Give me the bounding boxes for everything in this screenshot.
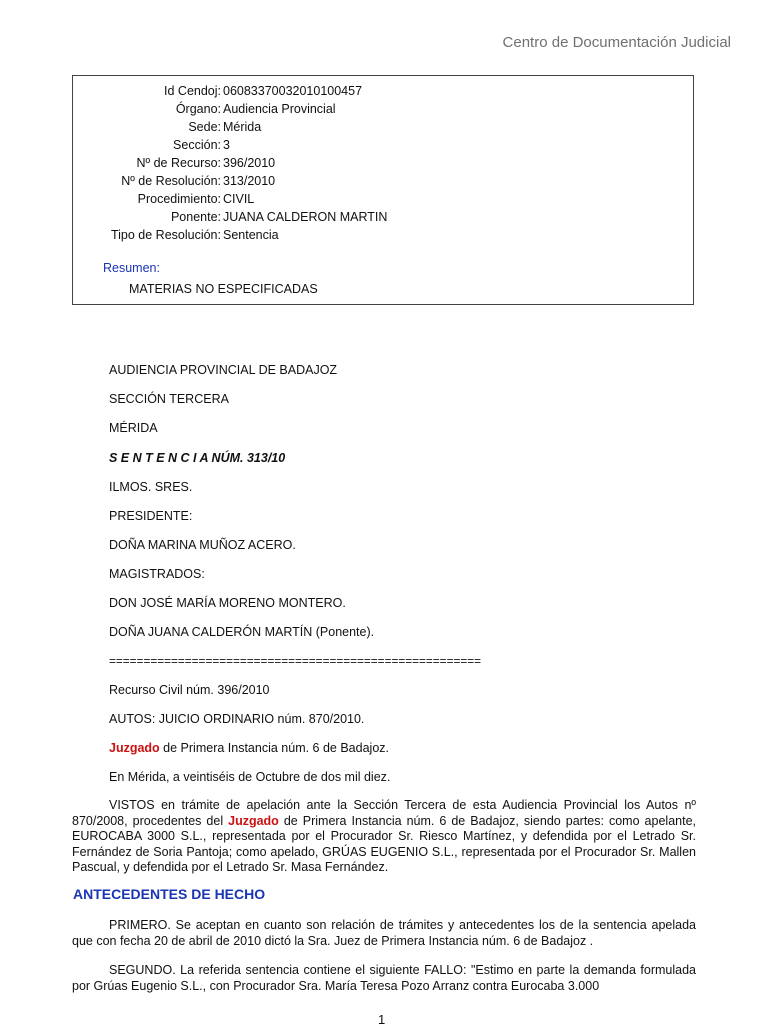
- meta-label: Sección:: [173, 138, 221, 152]
- meta-value: Sentencia: [223, 228, 279, 242]
- section-heading: ANTECEDENTES DE HECHO: [73, 886, 266, 902]
- juzgado-line: [109, 741, 389, 755]
- meta-label: Nº de Recurso:: [136, 156, 221, 170]
- meta-value: 06083370032010100457: [223, 84, 363, 98]
- segundo-paragraph: [72, 963, 696, 994]
- resumen-value: MATERIAS NO ESPECIFICADAS: [129, 282, 318, 296]
- search-highlight: Juzgado: [228, 813, 279, 828]
- sentencia-title: S E N T E N C I A NÚM. 313/10: [109, 451, 286, 465]
- page-number: 1: [378, 1012, 386, 1027]
- meta-value: JUANA CALDERON MARTIN: [223, 210, 388, 224]
- fecha-line: En Mérida, a veintiséis de Octubre de dos mil diez.: [109, 770, 391, 784]
- segundo-text: SEGUNDO. La referida sentencia contiene el siguiente FALLO: "Estimo en parte la demanda formulada por Grúas Eugenio S.L., con Procurador Sra. María Teresa Pozo Arranz contra Eurocaba 3.000: [72, 963, 696, 993]
- meta-label: Id Cendoj:: [164, 84, 221, 98]
- vistos-paragraph: [72, 798, 696, 876]
- meta-label: Sede:: [188, 120, 221, 134]
- meta-value: 3: [223, 138, 230, 152]
- recurso-line: Recurso Civil núm. 396/2010: [109, 683, 270, 697]
- meta-label: Ponente:: [170, 210, 221, 224]
- court-name: AUDIENCIA PROVINCIAL DE BADAJOZ: [109, 363, 338, 377]
- presidente-name: DOÑA MARINA MUÑOZ ACERO.: [109, 538, 296, 552]
- city-name: MÉRIDA: [109, 421, 158, 435]
- meta-value: Audiencia Provincial: [223, 102, 336, 116]
- section-name: SECCIÓN TERCERA: [109, 392, 229, 406]
- presidente-label: PRESIDENTE:: [109, 509, 193, 523]
- magistrado-2: DOÑA JUANA CALDERÓN MARTÍN (Ponente).: [109, 625, 375, 639]
- metadata-box: [72, 75, 694, 305]
- meta-value: Mérida: [223, 120, 262, 134]
- resumen-label: Resumen:: [103, 261, 160, 275]
- meta-value: 313/2010: [223, 174, 276, 188]
- meta-label: Procedimiento:: [137, 192, 221, 206]
- magistrados-label: MAGISTRADOS:: [109, 567, 205, 581]
- magistrado-1: DON JOSÉ MARÍA MORENO MONTERO.: [109, 596, 346, 610]
- meta-label: Nº de Resolución:: [121, 174, 221, 188]
- juzgado-text: de Primera Instancia núm. 6 de Badajoz.: [159, 741, 389, 755]
- vistos-text-2: de Primera Instancia núm. 6 de Badajoz, siendo partes: como apelante, EUROCABA 3000 S.L., representada por el Procurador Sr. Riesco Martínez, y defendida por el Letrado Sr. Fernández de Soria Pantoja; como apelado, GRÚAS EUGENIO S.L., representada por el Procurador Sr. Mallen Pascual, y defendida por el Letrado Sr. Masa Fernández.: [72, 813, 696, 874]
- meta-label: Tipo de Resolución:: [110, 228, 221, 242]
- ilmos-line: ILMOS. SRES.: [109, 480, 193, 494]
- page-header-title: Centro de Documentación Judicial: [502, 34, 731, 51]
- primero-text: PRIMERO. Se aceptan en cuanto son relación de trámites y antecedentes los de la sentencia apelada que con fecha 20 de abril de 2010 dictó la Sra. Juez de Primera Instancia núm. 6 de Badajoz .: [72, 918, 696, 948]
- meta-label: Órgano:: [175, 102, 221, 116]
- vistos-text-1: VISTOS en trámite de apelación ante la Sección Tercera de esta Audiencia Provincial los Autos nº 870/2008, procedentes del: [72, 798, 696, 828]
- primero-paragraph: [72, 918, 696, 949]
- meta-value: CIVIL: [223, 192, 255, 206]
- separator-line: ======================================================: [109, 654, 482, 668]
- search-highlight: Juzgado: [109, 741, 160, 755]
- meta-value: 396/2010: [223, 156, 276, 170]
- autos-line: AUTOS: JUICIO ORDINARIO núm. 870/2010.: [109, 712, 365, 726]
